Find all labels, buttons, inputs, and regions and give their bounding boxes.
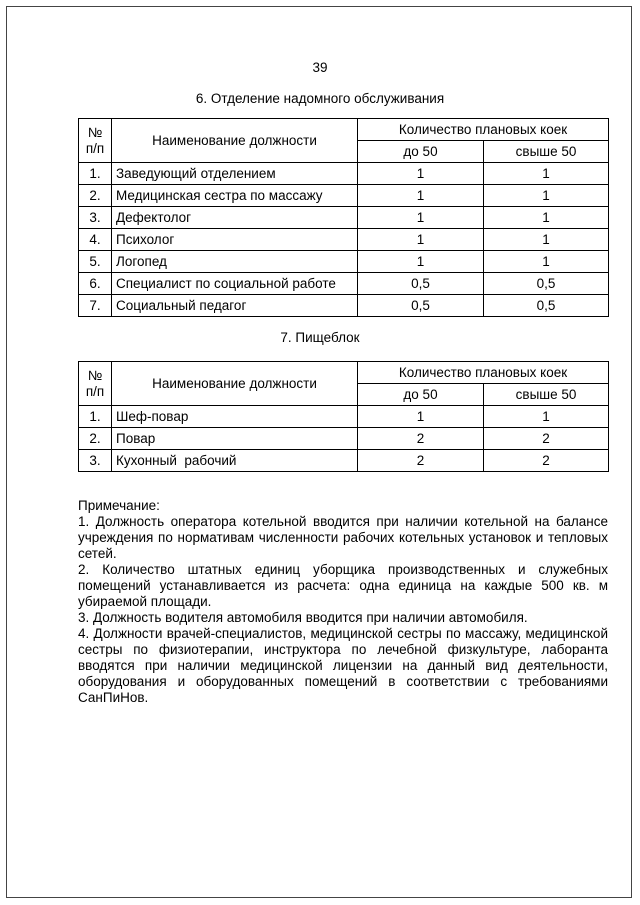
table-row	[79, 428, 609, 450]
row-position: Дефектолог	[112, 207, 358, 229]
row-over50: 2	[484, 428, 609, 450]
header-position: Наименование должности	[112, 362, 358, 406]
table-row	[79, 185, 609, 207]
section-7-title: 7. Пищеблок	[280, 330, 360, 345]
row-num: 3.	[79, 207, 112, 229]
section-6-table	[78, 118, 609, 317]
table-row	[79, 163, 609, 185]
table-row	[79, 295, 609, 317]
note-item-4: 4. Должности врачей-специалистов, медицинской сестры по массажу, медицинской сестры по физиотерапии, инструктора по лечебной физкультуре, лаборанта вводятся при наличии медицинской лицензии на данный вид деятельности, оборудования и оборудованных помещений в соответствии с требованиями СанПиНов.	[78, 626, 608, 705]
row-num: 6.	[79, 273, 112, 295]
notes-heading: Примечание:	[78, 498, 160, 513]
row-upto50: 2	[358, 428, 484, 450]
table-row	[79, 207, 609, 229]
header-position: Наименование должности	[112, 119, 358, 163]
row-upto50: 1	[358, 163, 484, 185]
row-num: 2.	[79, 428, 112, 450]
row-over50: 0,5	[484, 273, 609, 295]
row-num: 5.	[79, 251, 112, 273]
note-item-3: 3. Должность водителя автомобиля вводится при наличии автомобиля.	[78, 610, 528, 625]
page-number: 39	[312, 60, 328, 75]
row-position: Шеф-повар	[112, 406, 358, 428]
row-upto50: 0,5	[358, 273, 484, 295]
header-num: № п/п	[79, 362, 112, 406]
notes-block	[78, 498, 608, 706]
row-num: 3.	[79, 450, 112, 472]
row-position: Повар	[112, 428, 358, 450]
row-upto50: 1	[358, 229, 484, 251]
header-beds: Количество плановых коек	[358, 119, 609, 141]
section-7-table	[78, 361, 609, 472]
row-upto50: 1	[358, 207, 484, 229]
row-over50: 1	[484, 229, 609, 251]
row-num: 2.	[79, 185, 112, 207]
row-over50: 1	[484, 207, 609, 229]
row-upto50: 1	[358, 251, 484, 273]
row-position: Логопед	[112, 251, 358, 273]
row-over50: 0,5	[484, 295, 609, 317]
table-row	[79, 450, 609, 472]
table-row	[79, 229, 609, 251]
section-6-title: 6. Отделение надомного обслуживания	[195, 91, 445, 106]
row-num: 4.	[79, 229, 112, 251]
row-position: Специалист по социальной работе	[112, 273, 358, 295]
row-over50: 1	[484, 185, 609, 207]
note-item-1: 1. Должность оператора котельной вводится при наличии котельной на балансе учреждения по нормативам численности рабочих котельных установок и тепловых сетей.	[78, 514, 608, 561]
header-upto50: до 50	[358, 384, 484, 406]
header-over50: свыше 50	[484, 384, 609, 406]
row-position: Медицинская сестра по массажу	[112, 185, 358, 207]
table-row	[79, 406, 609, 428]
row-over50: 1	[484, 163, 609, 185]
row-upto50: 1	[358, 185, 484, 207]
header-num: № п/п	[79, 119, 112, 163]
row-upto50: 2	[358, 450, 484, 472]
row-num: 1.	[79, 163, 112, 185]
table-row	[79, 273, 609, 295]
row-position: Психолог	[112, 229, 358, 251]
note-item-2: 2. Количество штатных единиц уборщика производственных и служебных помещений устанавливается из расчета: одна единица на каждые 500 кв. м убираемой площади.	[78, 562, 608, 609]
row-over50: 1	[484, 406, 609, 428]
row-num: 1.	[79, 406, 112, 428]
header-upto50: до 50	[358, 141, 484, 163]
row-position: Социальный педагог	[112, 295, 358, 317]
row-over50: 1	[484, 251, 609, 273]
header-over50: свыше 50	[484, 141, 609, 163]
row-position: Кухонный рабочий	[112, 450, 358, 472]
row-over50: 2	[484, 450, 609, 472]
row-upto50: 1	[358, 406, 484, 428]
row-upto50: 0,5	[358, 295, 484, 317]
table-row	[79, 251, 609, 273]
row-num: 7.	[79, 295, 112, 317]
header-beds: Количество плановых коек	[358, 362, 609, 384]
row-position: Заведующий отделением	[112, 163, 358, 185]
